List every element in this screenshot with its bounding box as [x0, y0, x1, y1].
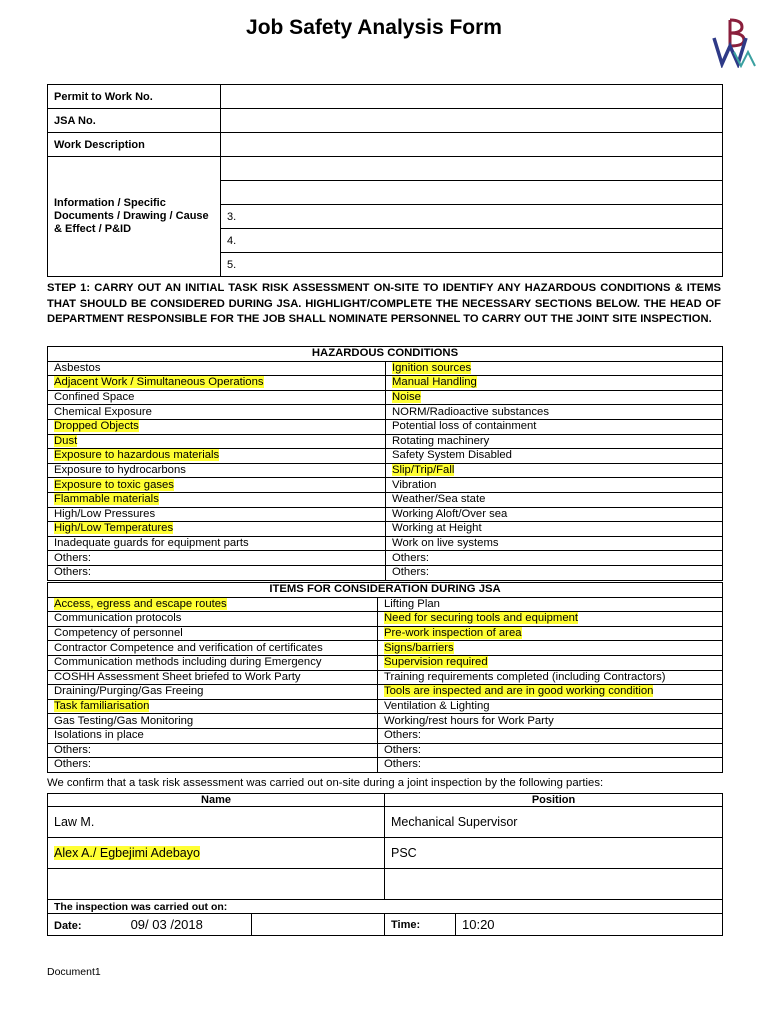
- hazard-row: [48, 361, 723, 376]
- name-column-header: Name: [48, 794, 385, 807]
- hazard-left-label: Flammable materials: [54, 493, 159, 506]
- hazard-left-cell[interactable]: [48, 463, 386, 478]
- hazard-row: [48, 478, 723, 493]
- item-left-cell[interactable]: [48, 612, 378, 627]
- item-row: [48, 714, 723, 729]
- item-right-label: Others:: [384, 743, 422, 756]
- party-position-2[interactable]: PSC: [385, 838, 723, 869]
- hazard-right-cell[interactable]: [386, 551, 723, 566]
- hazard-right-label: Rotating machinery: [392, 434, 490, 447]
- footer-doc-name: Document1: [47, 966, 101, 978]
- hazard-right-label: NORM/Radioactive substances: [392, 405, 549, 418]
- hazard-row: [48, 434, 723, 449]
- time-value[interactable]: 10:20: [456, 914, 723, 936]
- hazard-right-cell[interactable]: [386, 419, 723, 434]
- item-right-label: Pre-work inspection of area: [384, 627, 522, 640]
- item-row: [48, 597, 723, 612]
- hazard-left-cell[interactable]: [48, 390, 386, 405]
- party-position-3[interactable]: [385, 869, 723, 900]
- item-right-label: Others:: [384, 758, 422, 771]
- item-row: [48, 758, 723, 773]
- item-left-cell[interactable]: [48, 597, 378, 612]
- hazard-left-cell[interactable]: [48, 478, 386, 493]
- hazard-right-label: Working Aloft/Over sea: [392, 507, 508, 520]
- party-position-1[interactable]: Mechanical Supervisor: [385, 807, 723, 838]
- item-right-cell[interactable]: [378, 728, 723, 743]
- item-left-cell[interactable]: [48, 685, 378, 700]
- hazard-right-label: Others:: [392, 551, 430, 564]
- hazard-left-cell[interactable]: [48, 419, 386, 434]
- date-value[interactable]: 09/ 03 /2018: [130, 917, 203, 932]
- hazard-row: [48, 507, 723, 522]
- parties-table: [47, 793, 723, 936]
- hazard-left-label: Others:: [54, 551, 92, 564]
- hazard-right-label: Potential loss of containment: [392, 420, 537, 433]
- info-line-3[interactable]: 3.: [221, 205, 723, 229]
- item-left-label: Communication methods including during Emergency: [54, 656, 322, 669]
- item-row: [48, 685, 723, 700]
- item-right-cell[interactable]: [378, 714, 723, 729]
- item-right-cell[interactable]: [378, 626, 723, 641]
- date-spacer: [252, 914, 385, 936]
- item-right-label: Need for securing tools and equipment: [384, 612, 579, 625]
- hazard-right-label: Weather/Sea state: [392, 493, 486, 506]
- hazard-right-label: Manual Handling: [392, 376, 477, 389]
- work-description-label: Work Description: [48, 133, 221, 157]
- party-name-2-text: Alex A./ Egbejimi Adebayo: [54, 846, 200, 860]
- item-left-cell[interactable]: [48, 758, 378, 773]
- item-left-cell[interactable]: [48, 626, 378, 641]
- item-row: [48, 699, 723, 714]
- item-right-cell[interactable]: [378, 758, 723, 773]
- time-label: Time:: [385, 914, 456, 936]
- party-name-2[interactable]: [48, 838, 385, 869]
- hazard-row: [48, 390, 723, 405]
- item-right-cell[interactable]: [378, 743, 723, 758]
- hazard-right-label: Safety System Disabled: [392, 449, 512, 462]
- hazardous-conditions-table: [47, 346, 723, 581]
- page-title: Job Safety Analysis Form: [246, 16, 502, 39]
- hazard-row: [48, 449, 723, 464]
- hazard-left-label: Exposure to hydrocarbons: [54, 464, 186, 477]
- hazard-row: [48, 522, 723, 537]
- info-line-1[interactable]: [221, 157, 723, 181]
- item-left-label: Others:: [54, 743, 92, 756]
- hazard-row: [48, 376, 723, 391]
- date-label: Date: 09/ 03 /2018: [48, 914, 252, 936]
- hazard-row: [48, 536, 723, 551]
- info-line-4[interactable]: 4.: [221, 229, 723, 253]
- item-right-cell[interactable]: [378, 670, 723, 685]
- item-left-label: COSHH Assessment Sheet briefed to Work Party: [54, 670, 301, 683]
- hazard-right-cell[interactable]: [386, 405, 723, 420]
- hazard-right-label: Vibration: [392, 478, 437, 491]
- hazard-left-cell[interactable]: [48, 507, 386, 522]
- hazard-right-cell[interactable]: [386, 507, 723, 522]
- item-right-label: Supervision required: [384, 656, 488, 669]
- hazard-right-cell[interactable]: [386, 492, 723, 507]
- jsa-label: JSA No.: [48, 109, 221, 133]
- step1-instructions: STEP 1: CARRY OUT AN INITIAL TASK RISK ASSESSMENT ON-SITE TO IDENTIFY ANY HAZARDOUS CONDITIONS & ITEMS THAT SHOULD BE CONSIDERED DURING JSA. HIGHLIGHT/COMPLETE THE NECESSARY SECTIONS BELOW. THE HEAD OF DEPARTMENT RESPONSIBLE FOR THE JOB SHALL NOMINATE PERSONNEL TO CARRY OUT THE JOINT SITE INSPECTION.: [47, 282, 721, 325]
- permit-info-table: [47, 84, 723, 277]
- hazard-right-cell[interactable]: [386, 478, 723, 493]
- item-right-label: Signs/barriers: [384, 641, 454, 654]
- item-left-cell[interactable]: [48, 699, 378, 714]
- hazard-row: [48, 565, 723, 580]
- item-left-cell[interactable]: [48, 641, 378, 656]
- item-left-cell[interactable]: [48, 655, 378, 670]
- hazard-left-label: Dropped Objects: [54, 420, 139, 433]
- item-row: [48, 655, 723, 670]
- bw-logo-icon: [708, 16, 760, 68]
- hazard-left-label: High/Low Temperatures: [54, 522, 174, 535]
- hazard-left-cell[interactable]: [48, 405, 386, 420]
- items-consideration-table: [47, 582, 723, 773]
- item-left-label: Contractor Competence and verification of certificates: [54, 641, 323, 654]
- hazard-left-label: Chemical Exposure: [54, 405, 152, 418]
- item-right-label: Tools are inspected and are in good working condition: [384, 685, 654, 698]
- item-right-cell[interactable]: [378, 641, 723, 656]
- hazard-right-cell[interactable]: [386, 565, 723, 580]
- hazard-right-label: Ignition sources: [392, 361, 472, 374]
- jsa-field[interactable]: [221, 109, 723, 133]
- item-left-label: Communication protocols: [54, 612, 182, 625]
- hazard-right-label: Working at Height: [392, 522, 482, 535]
- item-right-label: Ventilation & Lighting: [384, 700, 490, 713]
- item-row: [48, 626, 723, 641]
- position-column-header: Position: [385, 794, 723, 807]
- item-left-cell[interactable]: [48, 670, 378, 685]
- hazard-right-cell[interactable]: [386, 522, 723, 537]
- item-right-cell[interactable]: [378, 685, 723, 700]
- hazard-left-label: Asbestos: [54, 361, 101, 374]
- item-left-label: Isolations in place: [54, 729, 144, 742]
- hazard-right-label: Others:: [392, 566, 430, 579]
- hazard-left-label: Dust: [54, 434, 78, 447]
- item-left-cell[interactable]: [48, 728, 378, 743]
- hazard-left-cell[interactable]: [48, 492, 386, 507]
- hazard-right-label: Noise: [392, 391, 421, 404]
- hazardous-conditions-heading: HAZARDOUS CONDITIONS: [48, 347, 723, 362]
- hazard-right-cell[interactable]: [386, 361, 723, 376]
- item-right-label: Training requirements completed (including Contractors): [384, 670, 666, 683]
- hazard-left-cell[interactable]: [48, 449, 386, 464]
- item-right-cell[interactable]: [378, 597, 723, 612]
- hazard-row: [48, 551, 723, 566]
- hazard-row: [48, 405, 723, 420]
- hazard-left-label: High/Low Pressures: [54, 507, 156, 520]
- hazard-row: [48, 419, 723, 434]
- item-row: [48, 612, 723, 627]
- hazard-row: [48, 492, 723, 507]
- party-name-3[interactable]: [48, 869, 385, 900]
- hazard-left-cell[interactable]: [48, 361, 386, 376]
- item-right-cell[interactable]: [378, 612, 723, 627]
- info-line-2[interactable]: [221, 181, 723, 205]
- info-line-5[interactable]: 5.: [221, 253, 723, 277]
- item-left-label: Task familiarisation: [54, 700, 150, 713]
- hazard-left-label: Inadequate guards for equipment parts: [54, 537, 249, 550]
- item-left-cell[interactable]: [48, 714, 378, 729]
- item-left-label: Competency of personnel: [54, 627, 183, 640]
- hazard-left-cell[interactable]: [48, 565, 386, 580]
- hazard-left-label: Exposure to hazardous materials: [54, 449, 220, 462]
- hazard-right-cell[interactable]: [386, 536, 723, 551]
- permit-field[interactable]: [221, 85, 723, 109]
- hazard-right-cell[interactable]: [386, 449, 723, 464]
- item-left-label: Draining/Purging/Gas Freeing: [54, 685, 204, 698]
- permit-label: Permit to Work No.: [48, 85, 221, 109]
- item-row: [48, 743, 723, 758]
- hazard-left-cell[interactable]: [48, 551, 386, 566]
- item-left-cell[interactable]: [48, 743, 378, 758]
- hazard-left-cell[interactable]: [48, 522, 386, 537]
- item-right-label: Working/rest hours for Work Party: [384, 714, 554, 727]
- inspection-date-label: The inspection was carried out on:: [48, 900, 723, 914]
- party-name-1[interactable]: Law M.: [48, 807, 385, 838]
- item-right-label: Lifting Plan: [384, 597, 440, 610]
- work-description-field[interactable]: [221, 133, 723, 157]
- items-consideration-heading: ITEMS FOR CONSIDERATION DURING JSA: [48, 583, 723, 598]
- hazard-right-cell[interactable]: [386, 376, 723, 391]
- item-row: [48, 670, 723, 685]
- hazard-left-cell[interactable]: [48, 536, 386, 551]
- hazard-left-label: Others:: [54, 566, 92, 579]
- hazard-left-label: Confined Space: [54, 391, 135, 404]
- hazard-right-label: Slip/Trip/Fall: [392, 464, 455, 477]
- item-left-label: Others:: [54, 758, 92, 771]
- confirmation-statement: We confirm that a task risk assessment was carried out on-site during a joint inspection by the following parties:: [47, 777, 604, 789]
- item-row: [48, 728, 723, 743]
- item-right-cell[interactable]: [378, 699, 723, 714]
- item-left-label: Access, egress and escape routes: [54, 597, 227, 610]
- item-row: [48, 641, 723, 656]
- item-right-cell[interactable]: [378, 655, 723, 670]
- hazard-right-cell[interactable]: [386, 434, 723, 449]
- hazard-right-cell[interactable]: [386, 463, 723, 478]
- hazard-right-label: Work on live systems: [392, 537, 499, 550]
- item-right-label: Others:: [384, 729, 422, 742]
- item-left-label: Gas Testing/Gas Monitoring: [54, 714, 194, 727]
- hazard-left-cell[interactable]: [48, 376, 386, 391]
- hazard-left-label: Exposure to toxic gases: [54, 478, 174, 491]
- hazard-row: [48, 463, 723, 478]
- hazard-left-cell[interactable]: [48, 434, 386, 449]
- hazard-left-label: Adjacent Work / Simultaneous Operations: [54, 376, 264, 389]
- hazard-right-cell[interactable]: [386, 390, 723, 405]
- info-docs-label: Information / Specific Documents / Drawing / Cause & Effect / P&ID: [48, 157, 221, 277]
